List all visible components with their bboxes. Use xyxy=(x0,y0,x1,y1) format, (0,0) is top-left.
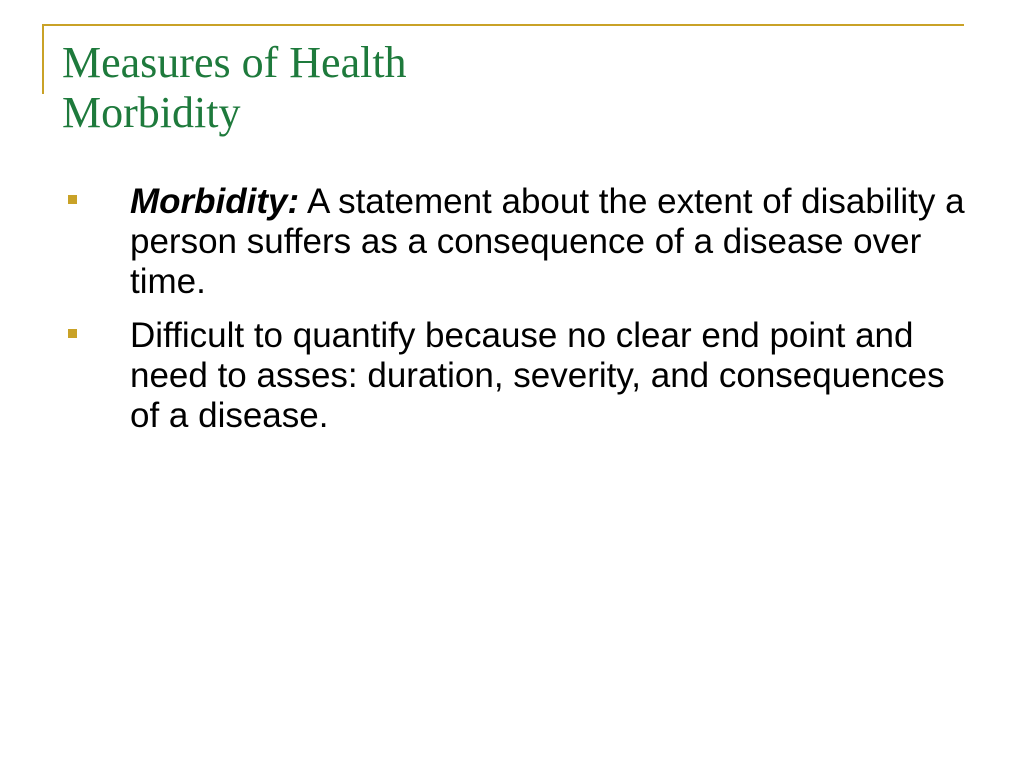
page-title xyxy=(62,38,407,138)
bullet-item-morbidity-definition xyxy=(62,182,982,302)
title-line-2: Morbidity xyxy=(62,88,241,137)
square-bullet-icon xyxy=(68,195,77,204)
bullet-text: Difficult to quantify because no clear end point and need to asses: duration, severity, and consequences of a disease. xyxy=(130,316,945,435)
left-accent-rule xyxy=(42,24,44,94)
square-bullet-icon xyxy=(68,329,77,338)
bullet-term: Morbidity: xyxy=(130,182,300,221)
top-accent-rule xyxy=(42,24,964,26)
bullet-item-quantify xyxy=(62,316,982,436)
title-line-1: Measures of Health xyxy=(62,38,407,87)
bullet-list xyxy=(62,182,982,450)
bullet-text: A statement about the extent of disability a person suffers as a consequence of a disease over time. xyxy=(130,182,965,301)
